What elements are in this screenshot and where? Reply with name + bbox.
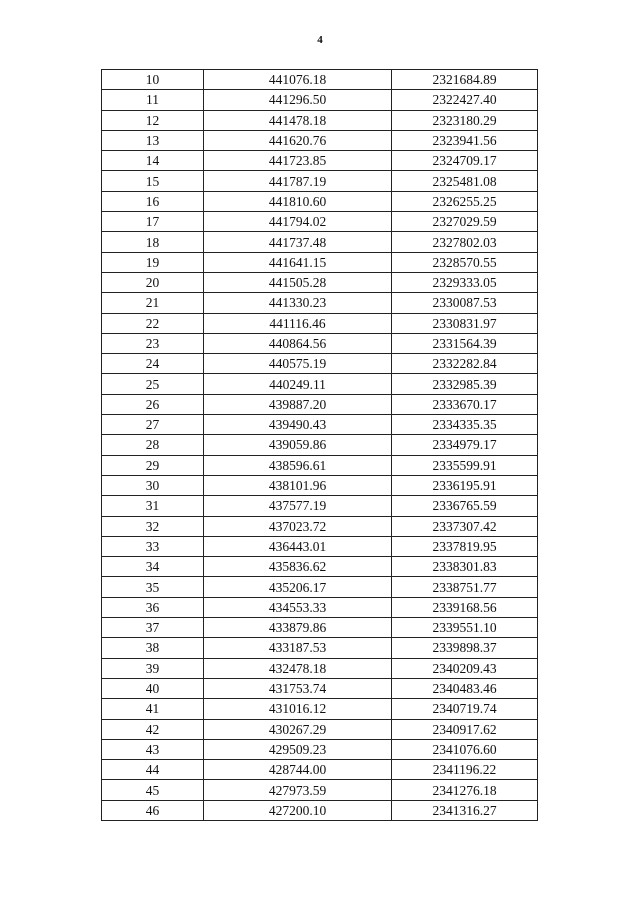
table-row (102, 90, 538, 110)
point-number-cell: 31 (102, 496, 204, 516)
y-coordinate-cell: 2333670.17 (392, 394, 538, 414)
table-row (102, 435, 538, 455)
x-coordinate-cell: 440575.19 (204, 354, 392, 374)
point-number-cell: 24 (102, 354, 204, 374)
table-row (102, 496, 538, 516)
point-number-cell: 29 (102, 455, 204, 475)
table-row (102, 638, 538, 658)
page-number: 4 (317, 34, 323, 46)
x-coordinate-cell: 438101.96 (204, 475, 392, 495)
y-coordinate-cell: 2341076.60 (392, 739, 538, 759)
y-coordinate-cell: 2339168.56 (392, 597, 538, 617)
point-number-cell: 10 (102, 70, 204, 90)
table-row (102, 252, 538, 272)
table-row (102, 516, 538, 536)
x-coordinate-cell: 427200.10 (204, 800, 392, 820)
x-coordinate-cell: 439490.43 (204, 415, 392, 435)
table-row (102, 658, 538, 678)
table-row (102, 313, 538, 333)
table-row (102, 577, 538, 597)
table-row (102, 333, 538, 353)
y-coordinate-cell: 2340483.46 (392, 678, 538, 698)
point-number-cell: 26 (102, 394, 204, 414)
y-coordinate-cell: 2329333.05 (392, 272, 538, 292)
y-coordinate-cell: 2323941.56 (392, 130, 538, 150)
y-coordinate-cell: 2340209.43 (392, 658, 538, 678)
point-number-cell: 18 (102, 232, 204, 252)
table-row (102, 272, 538, 292)
x-coordinate-cell: 440864.56 (204, 333, 392, 353)
point-number-cell: 41 (102, 699, 204, 719)
x-coordinate-cell: 435836.62 (204, 557, 392, 577)
y-coordinate-cell: 2339551.10 (392, 618, 538, 638)
table-row (102, 151, 538, 171)
x-coordinate-cell: 431753.74 (204, 678, 392, 698)
point-number-cell: 16 (102, 191, 204, 211)
x-coordinate-cell: 432478.18 (204, 658, 392, 678)
x-coordinate-cell: 433187.53 (204, 638, 392, 658)
table-row (102, 293, 538, 313)
table-row (102, 232, 538, 252)
point-number-cell: 25 (102, 374, 204, 394)
table-row (102, 719, 538, 739)
point-number-cell: 32 (102, 516, 204, 536)
y-coordinate-cell: 2332282.84 (392, 354, 538, 374)
table-row (102, 557, 538, 577)
x-coordinate-cell: 441076.18 (204, 70, 392, 90)
point-number-cell: 43 (102, 739, 204, 759)
x-coordinate-cell: 440249.11 (204, 374, 392, 394)
y-coordinate-cell: 2340719.74 (392, 699, 538, 719)
point-number-cell: 46 (102, 800, 204, 820)
x-coordinate-cell: 441296.50 (204, 90, 392, 110)
point-number-cell: 42 (102, 719, 204, 739)
x-coordinate-cell: 435206.17 (204, 577, 392, 597)
point-number-cell: 40 (102, 678, 204, 698)
point-number-cell: 36 (102, 597, 204, 617)
table-row (102, 171, 538, 191)
table-row (102, 678, 538, 698)
table-row (102, 354, 538, 374)
x-coordinate-cell: 430267.29 (204, 719, 392, 739)
x-coordinate-cell: 441787.19 (204, 171, 392, 191)
point-number-cell: 12 (102, 110, 204, 130)
table-row (102, 415, 538, 435)
point-number-cell: 45 (102, 780, 204, 800)
x-coordinate-cell: 441810.60 (204, 191, 392, 211)
x-coordinate-cell: 441505.28 (204, 272, 392, 292)
point-number-cell: 38 (102, 638, 204, 658)
coordinates-table (101, 69, 538, 821)
point-number-cell: 13 (102, 130, 204, 150)
table-row (102, 760, 538, 780)
x-coordinate-cell: 439887.20 (204, 394, 392, 414)
x-coordinate-cell: 441116.46 (204, 313, 392, 333)
point-number-cell: 19 (102, 252, 204, 272)
table-row (102, 374, 538, 394)
table-row (102, 536, 538, 556)
table-row (102, 110, 538, 130)
y-coordinate-cell: 2327802.03 (392, 232, 538, 252)
x-coordinate-cell: 438596.61 (204, 455, 392, 475)
point-number-cell: 27 (102, 415, 204, 435)
y-coordinate-cell: 2330831.97 (392, 313, 538, 333)
y-coordinate-cell: 2330087.53 (392, 293, 538, 313)
table-row (102, 455, 538, 475)
x-coordinate-cell: 434553.33 (204, 597, 392, 617)
point-number-cell: 21 (102, 293, 204, 313)
table-row (102, 394, 538, 414)
y-coordinate-cell: 2326255.25 (392, 191, 538, 211)
table-row (102, 739, 538, 759)
point-number-cell: 35 (102, 577, 204, 597)
point-number-cell: 34 (102, 557, 204, 577)
table-row (102, 800, 538, 820)
y-coordinate-cell: 2324709.17 (392, 151, 538, 171)
table-row (102, 699, 538, 719)
y-coordinate-cell: 2334335.35 (392, 415, 538, 435)
x-coordinate-cell: 437023.72 (204, 516, 392, 536)
x-coordinate-cell: 441737.48 (204, 232, 392, 252)
y-coordinate-cell: 2321684.89 (392, 70, 538, 90)
y-coordinate-cell: 2339898.37 (392, 638, 538, 658)
y-coordinate-cell: 2341316.27 (392, 800, 538, 820)
y-coordinate-cell: 2322427.40 (392, 90, 538, 110)
point-number-cell: 44 (102, 760, 204, 780)
y-coordinate-cell: 2334979.17 (392, 435, 538, 455)
y-coordinate-cell: 2336195.91 (392, 475, 538, 495)
point-number-cell: 20 (102, 272, 204, 292)
x-coordinate-cell: 441330.23 (204, 293, 392, 313)
x-coordinate-cell: 441641.15 (204, 252, 392, 272)
y-coordinate-cell: 2338751.77 (392, 577, 538, 597)
point-number-cell: 23 (102, 333, 204, 353)
table-row (102, 780, 538, 800)
table-row (102, 475, 538, 495)
table-row (102, 212, 538, 232)
y-coordinate-cell: 2327029.59 (392, 212, 538, 232)
point-number-cell: 28 (102, 435, 204, 455)
point-number-cell: 15 (102, 171, 204, 191)
table-row (102, 130, 538, 150)
point-number-cell: 22 (102, 313, 204, 333)
x-coordinate-cell: 441478.18 (204, 110, 392, 130)
table-row (102, 191, 538, 211)
y-coordinate-cell: 2341196.22 (392, 760, 538, 780)
point-number-cell: 33 (102, 536, 204, 556)
point-number-cell: 39 (102, 658, 204, 678)
x-coordinate-cell: 427973.59 (204, 780, 392, 800)
point-number-cell: 30 (102, 475, 204, 495)
y-coordinate-cell: 2338301.83 (392, 557, 538, 577)
point-number-cell: 17 (102, 212, 204, 232)
point-number-cell: 37 (102, 618, 204, 638)
table-row (102, 618, 538, 638)
x-coordinate-cell: 428744.00 (204, 760, 392, 780)
x-coordinate-cell: 441620.76 (204, 130, 392, 150)
x-coordinate-cell: 439059.86 (204, 435, 392, 455)
y-coordinate-cell: 2341276.18 (392, 780, 538, 800)
x-coordinate-cell: 431016.12 (204, 699, 392, 719)
x-coordinate-cell: 441723.85 (204, 151, 392, 171)
y-coordinate-cell: 2337307.42 (392, 516, 538, 536)
y-coordinate-cell: 2325481.08 (392, 171, 538, 191)
x-coordinate-cell: 436443.01 (204, 536, 392, 556)
y-coordinate-cell: 2323180.29 (392, 110, 538, 130)
coordinates-table-body (102, 70, 538, 821)
x-coordinate-cell: 437577.19 (204, 496, 392, 516)
y-coordinate-cell: 2331564.39 (392, 333, 538, 353)
table-row (102, 70, 538, 90)
y-coordinate-cell: 2337819.95 (392, 536, 538, 556)
table-row (102, 597, 538, 617)
point-number-cell: 11 (102, 90, 204, 110)
point-number-cell: 14 (102, 151, 204, 171)
x-coordinate-cell: 433879.86 (204, 618, 392, 638)
y-coordinate-cell: 2335599.91 (392, 455, 538, 475)
y-coordinate-cell: 2328570.55 (392, 252, 538, 272)
x-coordinate-cell: 429509.23 (204, 739, 392, 759)
x-coordinate-cell: 441794.02 (204, 212, 392, 232)
y-coordinate-cell: 2332985.39 (392, 374, 538, 394)
y-coordinate-cell: 2340917.62 (392, 719, 538, 739)
y-coordinate-cell: 2336765.59 (392, 496, 538, 516)
